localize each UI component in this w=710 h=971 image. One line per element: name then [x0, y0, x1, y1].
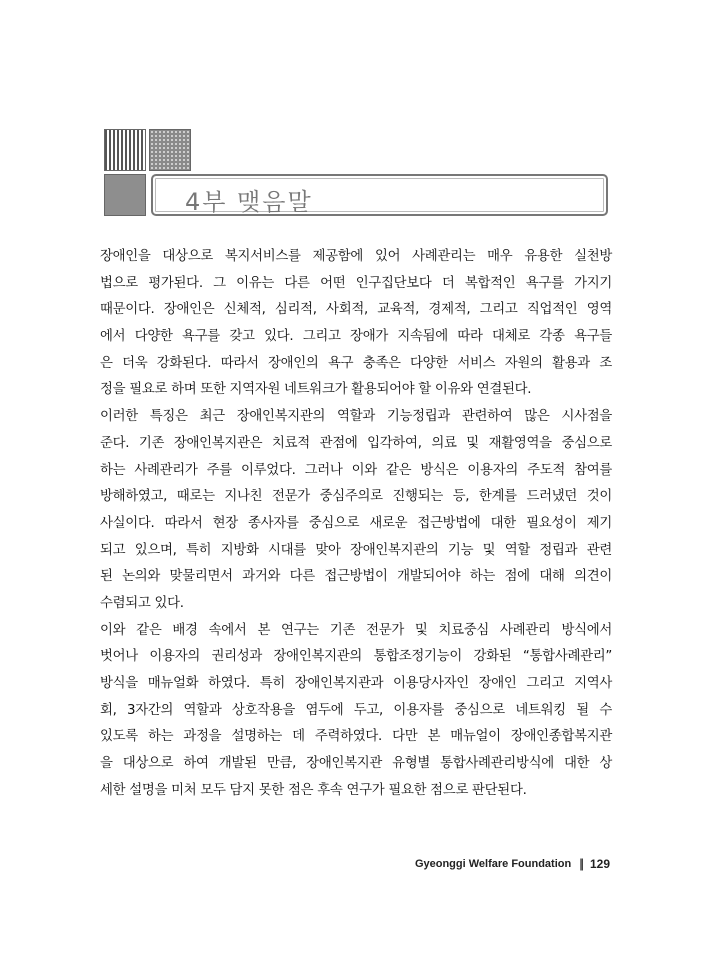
text-line: 벗어나 이용자의 권리성과 장애인복지관의 통합조정기능이 강화된 “통합사례관리” [100, 649, 612, 665]
text-line: 법으로 평가된다. 그 이유는 다른 어떤 인구집단보다 더 복합적인 욕구를 가지기 [100, 275, 612, 291]
text-line: 세한 설명을 미처 모두 담지 못한 점은 후속 연구가 필요한 점으로 판단된다. [100, 782, 527, 798]
text-line: 장애인을 대상으로 복지서비스를 제공함에 있어 사례관리는 매우 유용한 실천방 [100, 249, 612, 264]
page-footer [415, 856, 610, 871]
text-line: 된 논의와 맞물리면서 과거와 다른 접근방법이 개발되어야 하는 점에 대해 의견이 [100, 569, 612, 585]
text-line: 되고 있으며, 특히 지방화 시대를 맞아 장애인복지관의 기능 및 역할 정립과 관련 [100, 542, 612, 558]
text-line: 하는 사례관리가 주를 이루었다. 그러나 이와 같은 방식은 이용자의 주도적 참여를 [100, 462, 612, 478]
section-title-box [151, 174, 608, 216]
text-line: 때문이다. 장애인은 신체적, 심리적, 사회적, 교육적, 경제적, 그리고 직업적인 영역 [100, 302, 612, 318]
page-number: 129 [589, 856, 610, 871]
text-line: 은 더욱 강화된다. 따라서 장애인의 욕구 충족은 다양한 서비스 자원의 활용과 조 [100, 355, 612, 371]
text-line: 회, 3자간의 역할과 상호작용을 염두에 두고, 이용자를 중심으로 네트워킹 될 수 [100, 702, 612, 718]
text-line: 방해하였고, 때로는 지나친 전문가 중심주의로 진행되는 등, 한계를 드러냈던 것이 [100, 489, 612, 505]
text-line: 이와 같은 배경 속에서 본 연구는 기존 전문가 및 치료중심 사례관리 방식에서 [100, 622, 612, 638]
text-line: 이러한 특징은 최근 장애인복지관의 역할과 기능정립과 관련하여 많은 시사점을 [100, 409, 612, 425]
text-line: 사실이다. 따라서 현장 종사자를 중심으로 새로운 접근방법에 대한 필요성이 제기 [100, 515, 612, 531]
text-line: 정을 필요로 하며 또한 지역자원 네트워크가 활용되어야 할 이유와 연결된다. [100, 382, 532, 398]
header-solid-block [104, 174, 146, 216]
text-line: 을 대상으로 하여 개발된 만큼, 장애인복지관 유형별 통합사례관리방식에 대한 상 [100, 756, 612, 772]
header-dot-block [149, 129, 191, 171]
footer-publisher: Gyeonggi Welfare Foundation [414, 857, 572, 870]
header-stripe-block [104, 129, 146, 171]
footer-separator: || [579, 856, 582, 871]
text-line: 있도록 하는 과정을 설명하는 데 주력하였다. 다만 본 매뉴얼이 장애인종합복지관 [100, 729, 612, 745]
text-line: 방식을 매뉴얼화 하였다. 특히 장애인복지관과 이용당사자인 장애인 그리고 지역사 [100, 676, 612, 691]
body-text [100, 244, 612, 804]
text-line: 준다. 기존 장애인복지관은 치료적 관점에 입각하여, 의료 및 재활영역을 중심으로 [100, 435, 612, 451]
section-title: 4부 맺음말 [185, 188, 313, 216]
text-line: 에서 다양한 욕구를 갖고 있다. 그리고 장애가 지속됨에 따라 대체로 각종 욕구들 [100, 329, 612, 345]
text-line: 수렴되고 있다. [100, 595, 184, 611]
